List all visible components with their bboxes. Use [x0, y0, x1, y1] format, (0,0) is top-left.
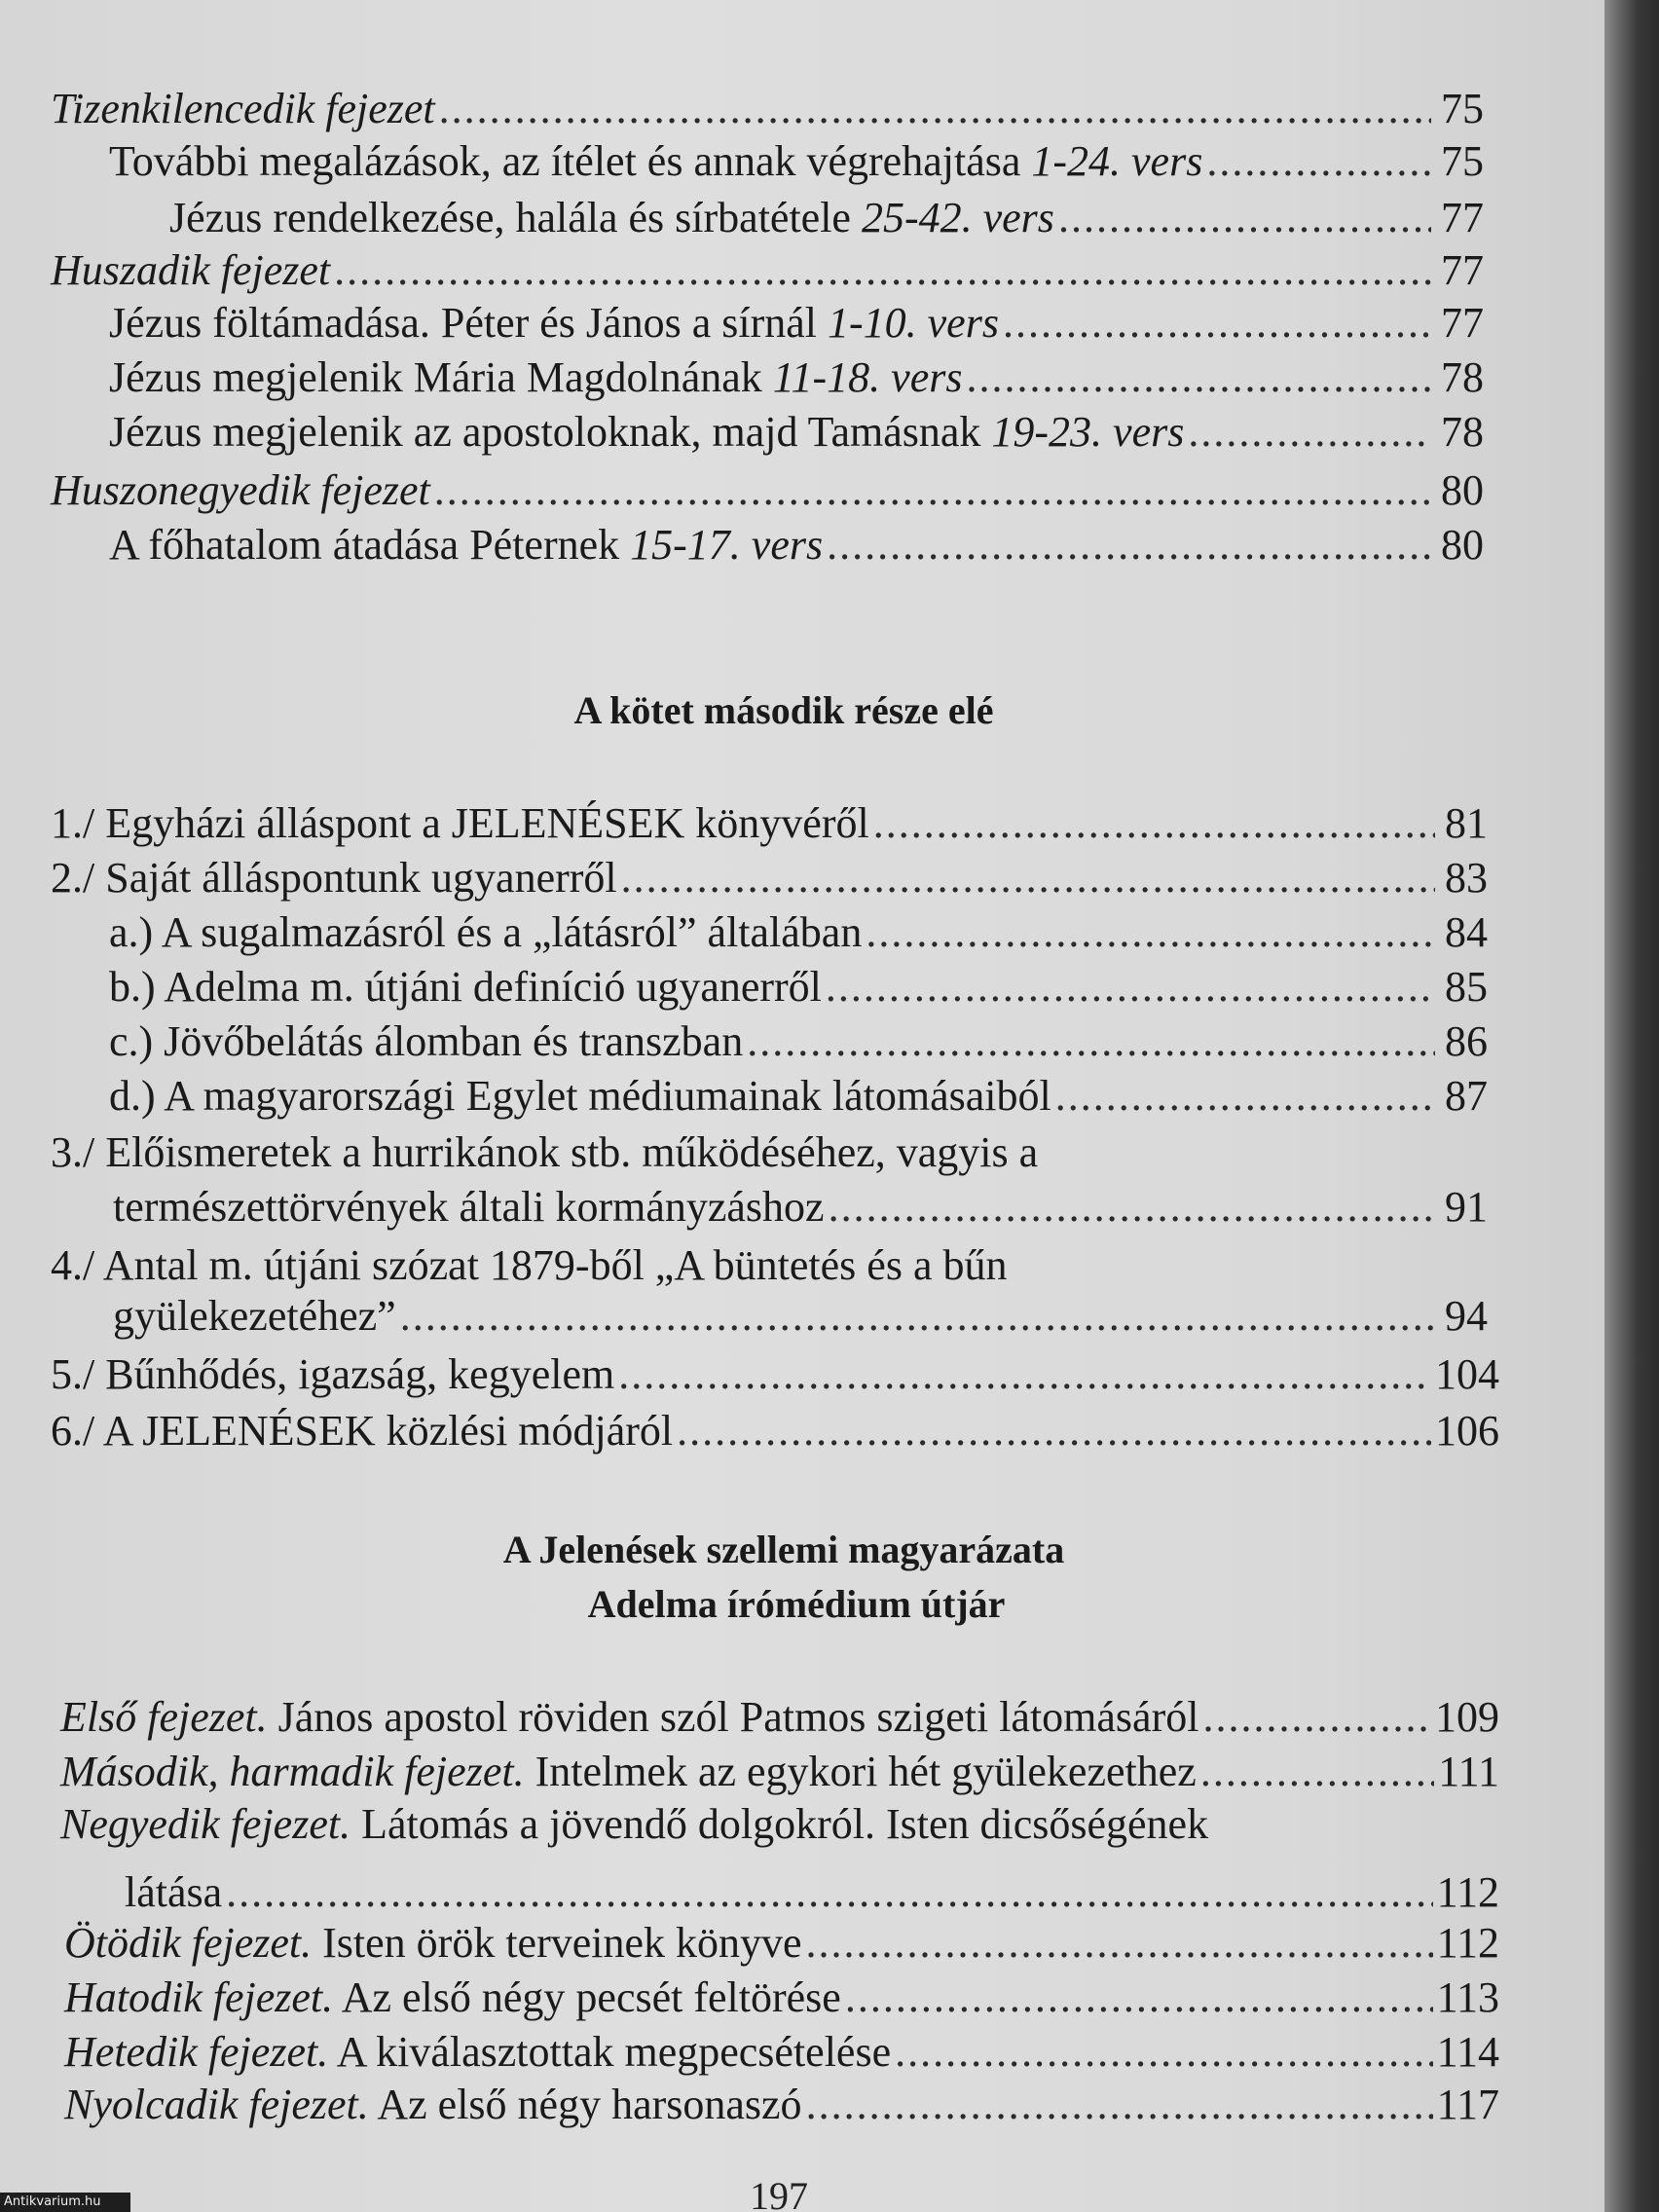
toc-entry-label: a.) A sugalmazásról és a „látásról” általában	[109, 908, 863, 956]
toc-entry	[113, 1180, 1488, 1235]
toc-entry	[109, 296, 1484, 350]
page-number: 197	[750, 2174, 808, 2212]
toc-entry	[109, 518, 1484, 572]
leader-dots	[226, 1865, 1432, 1920]
toc-entry-label: Látomás a jövendő dolgokról. Isten dicsőségének	[350, 1800, 1209, 1848]
toc-entry-label: Az első négy pecsét feltörése	[333, 1973, 841, 2021]
section-subheading: Adelma írómédium útjár	[587, 1582, 1006, 1626]
toc-page-number: 77	[1441, 246, 1484, 294]
toc-entry-label: c.) Jövőbelátás álomban és transzban	[109, 1017, 744, 1065]
toc-page-number: 78	[1441, 353, 1484, 401]
toc-entry-label: 4./ Antal m. útjáni szózat 1879-ből „A büntetés és a bűn	[51, 1241, 1008, 1289]
verse-reference: 1-10. vers	[828, 299, 999, 347]
leader-dots	[618, 1347, 1431, 1402]
leader-dots	[677, 1404, 1431, 1458]
toc-entry	[109, 405, 1484, 460]
toc-entry	[109, 905, 1488, 960]
toc-entry-label: 5./ Bűnhődés, igazság, kegyelem	[51, 1350, 615, 1398]
section-heading: A kötet második része elé	[573, 688, 994, 732]
leader-dots	[1055, 1069, 1435, 1124]
toc-entry	[64, 1971, 1499, 2025]
toc-entry-label: 3./ Előismeretek a hurrikánok stb. működéséhez, vagyis a	[51, 1128, 1039, 1176]
toc-entry-label: Isten örök terveinek könyve	[312, 1919, 802, 1967]
toc-entry	[60, 1797, 1208, 1852]
toc-page-number: 84	[1445, 908, 1488, 956]
toc-page-number: 78	[1441, 408, 1484, 456]
toc-entry	[51, 463, 1484, 518]
toc-entry-label: Jézus megjelenik Mária Magdolnának	[109, 353, 773, 401]
toc-entry	[60, 1745, 1499, 1799]
leader-dots	[866, 905, 1435, 960]
leader-dots	[1202, 1690, 1431, 1745]
chapter-label: Hatodik fejezet.	[64, 1973, 334, 2021]
leader-dots	[1058, 191, 1431, 245]
verse-reference: 1-24. vers	[1031, 137, 1203, 185]
verse-reference: 15-17. vers	[630, 521, 824, 569]
toc-page-number: 117	[1436, 2081, 1499, 2128]
leader-dots	[621, 851, 1435, 905]
toc-entry	[109, 134, 1484, 189]
toc-page-number: 83	[1445, 854, 1488, 902]
watermark: Antikvarium.hu	[0, 2193, 130, 2212]
leader-dots	[439, 82, 1431, 136]
toc-entry	[51, 796, 1488, 851]
toc-entry	[64, 2025, 1499, 2080]
toc-page-number: 86	[1445, 1017, 1488, 1065]
toc-entry	[51, 1347, 1499, 1402]
toc-page-number: 106	[1435, 1407, 1499, 1455]
toc-entry	[51, 851, 1488, 905]
toc-entry-label: 6./ A JELENÉSEK közlési módjáról	[51, 1407, 674, 1455]
toc-entry	[109, 1014, 1488, 1069]
toc-entry	[109, 1069, 1488, 1124]
toc-page-number: 77	[1441, 194, 1484, 241]
leader-dots	[845, 1971, 1433, 2025]
toc-entry-label: természettörvények általi kormányzáshoz	[113, 1183, 825, 1231]
leader-dots	[1003, 296, 1431, 350]
toc-entry-label: A kiválasztottak megpecsételése	[328, 2028, 892, 2076]
verse-reference: 19-23. vers	[991, 408, 1185, 456]
toc-entry	[109, 350, 1484, 405]
toc-page-number: 111	[1438, 1748, 1499, 1795]
toc-entry	[51, 243, 1484, 298]
toc-entry	[113, 1289, 1488, 1344]
toc-page-number: 87	[1445, 1072, 1488, 1120]
book-spine-edge	[1604, 0, 1659, 2212]
leader-dots	[806, 2078, 1433, 2132]
toc-entry-label: Az első négy harsonaszó	[368, 2081, 802, 2128]
toc-page-number: 80	[1441, 521, 1484, 569]
toc-entry-label: Tizenkilencedik fejezet	[51, 85, 435, 132]
toc-entry-label: A főhatalom átadása Péternek	[109, 521, 631, 569]
toc-page-number: 113	[1436, 1973, 1499, 2021]
toc-page-number: 114	[1436, 2028, 1499, 2076]
toc-entry-label: 2./ Saját álláspontunk ugyanerről	[51, 854, 617, 902]
toc-entry	[64, 1916, 1499, 1971]
leader-dots	[829, 1180, 1435, 1235]
leader-dots	[895, 2025, 1433, 2080]
toc-page-number: 75	[1441, 137, 1484, 185]
leader-dots	[827, 518, 1431, 572]
toc-entry-label: További megalázások, az ítélet és annak végrehajtása	[109, 137, 1032, 185]
leader-dots	[434, 463, 1431, 518]
chapter-label: Első fejezet.	[60, 1693, 268, 1741]
toc-page-number: 94	[1445, 1292, 1488, 1340]
toc-entry-label: Jézus megjelenik az apostoloknak, majd Tamásnak	[109, 408, 992, 456]
toc-page-number: 77	[1441, 299, 1484, 347]
section-heading: A Jelenések szellemi magyarázata	[502, 1528, 1065, 1571]
leader-dots	[1200, 1745, 1434, 1799]
toc-entry	[109, 960, 1488, 1014]
toc-entry	[125, 1865, 1499, 1920]
toc-entry-label: látása	[125, 1868, 223, 1916]
toc-entry	[51, 1404, 1499, 1458]
toc-page-number: 112	[1436, 1919, 1499, 1967]
toc-entry	[60, 1690, 1499, 1745]
toc-entry	[51, 82, 1484, 136]
leader-dots	[1188, 405, 1431, 460]
toc-entry-label: János apostol röviden szól Patmos szigeti látomásáról	[267, 1693, 1199, 1741]
toc-page-number: 80	[1441, 466, 1484, 514]
toc-entry-label: Huszonegyedik fejezet	[51, 466, 430, 514]
toc-entry-label: Jézus föltámadása. Péter és János a sírnál	[109, 299, 828, 347]
toc-page-number: 75	[1441, 85, 1484, 132]
toc-entry	[64, 2078, 1499, 2132]
leader-dots	[334, 243, 1431, 298]
toc-entry-label: b.) Adelma m. útjáni definíció ugyanerről	[109, 963, 822, 1011]
toc-entry-label: d.) A magyarországi Egylet médiumainak látomásaiból	[109, 1072, 1051, 1120]
verse-reference: 25-42. vers	[861, 194, 1054, 241]
toc-page-number: 109	[1435, 1693, 1499, 1741]
chapter-label: Ötödik fejezet.	[64, 1919, 313, 1967]
toc-page-number: 112	[1436, 1868, 1499, 1916]
chapter-label: Hetedik fejezet.	[64, 2028, 329, 2076]
leader-dots	[873, 796, 1435, 851]
chapter-label: Második, harmadik fejezet.	[60, 1748, 525, 1795]
toc-entry-label: 1./ Egyházi álláspont a JELENÉSEK könyvéről	[51, 799, 869, 847]
toc-entry-label: Intelmek az egykori hét gyülekezethez	[524, 1748, 1197, 1795]
toc-page-number: 104	[1435, 1350, 1499, 1398]
leader-dots	[1206, 134, 1431, 189]
leader-dots	[826, 960, 1435, 1014]
chapter-label: Negyedik fejezet.	[60, 1800, 351, 1848]
toc-entry	[169, 191, 1484, 245]
chapter-label: Nyolcadik fejezet.	[64, 2081, 369, 2128]
leader-dots	[747, 1014, 1435, 1069]
leader-dots	[967, 350, 1432, 405]
toc-entry-label: Jézus rendelkezése, halála és sírbatétele	[169, 194, 862, 241]
leader-dots	[806, 1916, 1433, 1971]
leader-dots	[400, 1289, 1435, 1344]
toc-entry-label: gyülekezetéhez”	[113, 1292, 396, 1340]
toc-entry-label: Huszadik fejezet	[51, 246, 331, 294]
verse-reference: 11-18. vers	[772, 353, 963, 401]
toc-page-number: 81	[1445, 799, 1488, 847]
toc-page-number: 85	[1445, 963, 1488, 1011]
toc-page-number: 91	[1445, 1183, 1488, 1231]
